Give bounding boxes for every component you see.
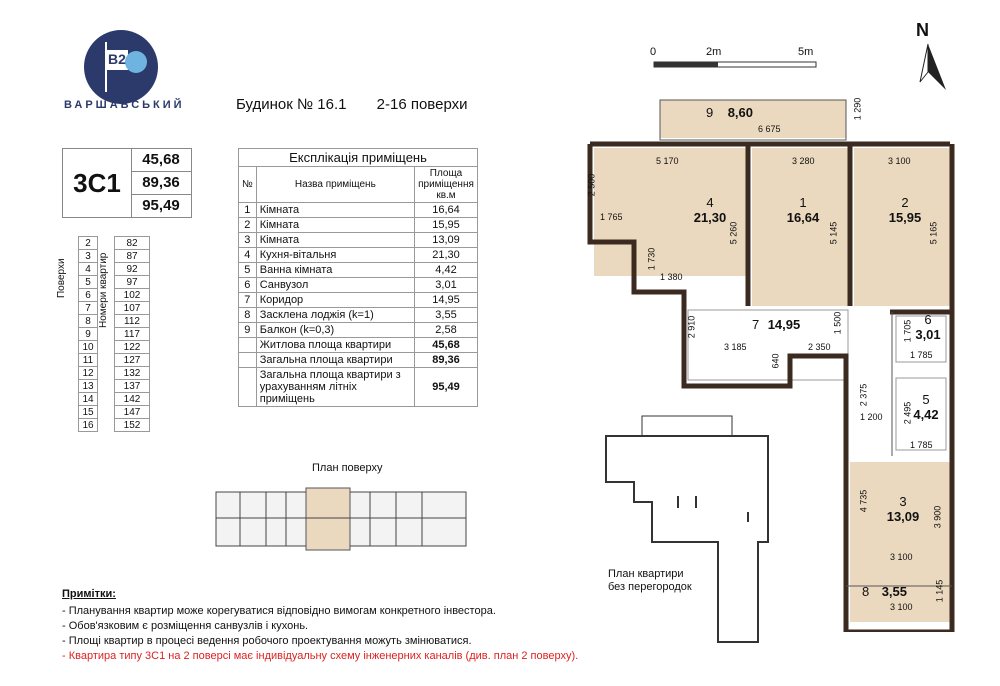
notes-title: Примітки: xyxy=(62,588,116,600)
room-6-label xyxy=(910,312,946,342)
apartment-number: 102 xyxy=(115,289,150,302)
dim-2375: 2 375 xyxy=(858,383,869,407)
dim-1705: 1 705 xyxy=(902,319,913,343)
room-area: 3,55 xyxy=(415,308,478,323)
area-living: 45,68 xyxy=(131,149,191,172)
explication-total-row xyxy=(239,368,478,407)
room-2-area: 15,95 xyxy=(888,210,922,225)
notes-list xyxy=(62,604,578,664)
room-name: Ванна кімната xyxy=(256,263,414,278)
dim-2500: 2 500 xyxy=(586,173,597,197)
room-5-num: 5 xyxy=(922,392,930,407)
apartment-number: 107 xyxy=(115,302,150,315)
explication-row xyxy=(239,278,478,293)
floor-number: 2 xyxy=(79,237,98,250)
room-1-num: 1 xyxy=(799,195,807,210)
explication-title: Експлікація приміщень xyxy=(239,149,478,167)
room-9-label xyxy=(706,104,753,122)
unpartitioned-title-1: План квартири xyxy=(608,568,684,580)
room-2-label xyxy=(885,195,925,225)
floor-number: 8 xyxy=(79,315,98,328)
explication-row xyxy=(239,263,478,278)
total-label: Житлова площа квартири xyxy=(256,338,414,353)
explication-total-row xyxy=(239,338,478,353)
explication-row xyxy=(239,218,478,233)
room-name: Коридор xyxy=(256,293,414,308)
dim-3100-mid: 3 100 xyxy=(890,552,913,562)
floor-number: 15 xyxy=(79,406,98,419)
room-8-num: 8 xyxy=(862,584,870,599)
room-no: 1 xyxy=(239,203,257,218)
apartment-number: 152 xyxy=(115,419,150,432)
room-area: 21,30 xyxy=(415,248,478,263)
room-7-num: 7 xyxy=(752,317,760,332)
total-value: 89,36 xyxy=(415,353,478,368)
page-header xyxy=(236,96,494,113)
room-area: 13,09 xyxy=(415,233,478,248)
north-arrow-icon xyxy=(916,42,956,94)
total-label: Загальна площа квартири з урахуванням літніх приміщень xyxy=(256,368,414,407)
floor-row xyxy=(79,419,150,432)
apartment-number: 142 xyxy=(115,393,150,406)
apartment-number: 122 xyxy=(115,341,150,354)
area-total-summer: 95,49 xyxy=(142,197,180,214)
total-empty xyxy=(239,338,257,353)
col-name: Назва приміщень xyxy=(256,167,414,203)
dim-2350: 2 350 xyxy=(808,342,831,352)
floor-number: 9 xyxy=(79,328,98,341)
room-9-num: 9 xyxy=(706,105,714,120)
room-6-num: 6 xyxy=(924,312,932,327)
floor-number: 13 xyxy=(79,380,98,393)
apartment-number: 127 xyxy=(115,354,150,367)
unpartitioned-title-2: без перегородок xyxy=(608,581,692,593)
apartment-number: 87 xyxy=(115,250,150,263)
dim-640: 640 xyxy=(770,353,781,369)
floor-row xyxy=(79,393,150,406)
room-area: 4,42 xyxy=(415,263,478,278)
dim-3100-top: 3 100 xyxy=(888,156,911,166)
room-area: 2,58 xyxy=(415,323,478,338)
floor-spacer xyxy=(98,380,115,393)
explication-row xyxy=(239,248,478,263)
logo-badge-text: B2 xyxy=(108,51,126,67)
room-4-label xyxy=(690,195,730,225)
room-8-label xyxy=(862,583,907,601)
dim-3900: 3 900 xyxy=(932,505,943,529)
north-label: N xyxy=(916,20,929,40)
floor-number: 11 xyxy=(79,354,98,367)
floor-spacer xyxy=(98,341,115,354)
total-label: Загальна площа квартири xyxy=(256,353,414,368)
room-area: 16,64 xyxy=(415,203,478,218)
dim-1785-b: 1 785 xyxy=(910,440,933,450)
room-area: 14,95 xyxy=(415,293,478,308)
dim-5170: 5 170 xyxy=(656,156,679,166)
floor-number: 12 xyxy=(79,367,98,380)
floor-row xyxy=(79,406,150,419)
room-1-label xyxy=(783,195,823,225)
dim-1200: 1 200 xyxy=(860,412,883,422)
floor-spacer xyxy=(98,328,115,341)
dim-5145: 5 145 xyxy=(828,221,839,245)
floor-number: 6 xyxy=(79,289,98,302)
floor-spacer xyxy=(98,393,115,406)
dim-3280: 3 280 xyxy=(792,156,815,166)
room-9-area: 8,60 xyxy=(727,105,753,120)
room-3-num: 3 xyxy=(899,494,907,509)
room-7-area: 14,95 xyxy=(767,317,801,332)
floors-axis-label: Поверхи xyxy=(56,258,67,298)
note-item: - Площі квартир в процесі ведення робочого проектування можуть змінюватися. xyxy=(62,635,472,647)
room-name: Кімната xyxy=(256,218,414,233)
explication-table xyxy=(238,148,478,407)
dim-5260: 5 260 xyxy=(728,221,739,245)
total-empty xyxy=(239,353,257,368)
area-total: 89,36 xyxy=(131,172,191,195)
floor-row xyxy=(79,354,150,367)
room-name: Кімната xyxy=(256,203,414,218)
floor-row xyxy=(79,380,150,393)
note-item: - Планування квартир може корегуватися відповідно вимогам конкретного інвестора. xyxy=(62,605,496,617)
room-no: 7 xyxy=(239,293,257,308)
dim-1785-a: 1 785 xyxy=(910,350,933,360)
floor-spacer xyxy=(98,367,115,380)
floor-number: 4 xyxy=(79,263,98,276)
scale-0: 0 xyxy=(650,46,657,58)
room-no: 9 xyxy=(239,323,257,338)
room-3-label xyxy=(883,494,923,524)
room-no: 2 xyxy=(239,218,257,233)
apartment-number: 137 xyxy=(115,380,150,393)
dim-1730: 1 730 xyxy=(646,247,657,271)
room-4-area: 21,30 xyxy=(693,210,727,225)
explication-row xyxy=(239,233,478,248)
dim-1765: 1 765 xyxy=(600,212,623,222)
floor-row xyxy=(79,328,150,341)
apt-axis-label: Номери квартир xyxy=(98,252,109,328)
room-area: 15,95 xyxy=(415,218,478,233)
col-area: Площа приміщення кв.м xyxy=(415,167,478,203)
room-no: 6 xyxy=(239,278,257,293)
dim-2495: 2 495 xyxy=(902,401,913,425)
apartment-number: 82 xyxy=(115,237,150,250)
dim-6675: 6 675 xyxy=(758,124,781,134)
floor-number: 14 xyxy=(79,393,98,406)
logo-icon xyxy=(84,30,158,104)
total-value: 45,68 xyxy=(415,338,478,353)
apartment-areas xyxy=(131,149,191,217)
apartment-number: 117 xyxy=(115,328,150,341)
total-value: 95,49 xyxy=(415,368,478,407)
room-6-area: 3,01 xyxy=(915,327,941,342)
scale-5m: 5m xyxy=(798,46,814,58)
room-no: 3 xyxy=(239,233,257,248)
floor-spacer xyxy=(98,419,115,432)
floor-row xyxy=(79,367,150,380)
room-4-num: 4 xyxy=(706,195,714,210)
floor-number: 5 xyxy=(79,276,98,289)
room-no: 5 xyxy=(239,263,257,278)
explication-total-row xyxy=(239,353,478,368)
explication-row xyxy=(239,203,478,218)
explication-row xyxy=(239,323,478,338)
room-8-area: 3,55 xyxy=(881,584,907,599)
dim-4735: 4 735 xyxy=(858,489,869,513)
room-name: Засклена лоджія (k=1) xyxy=(256,308,414,323)
apartment-number: 97 xyxy=(115,276,150,289)
room-name: Балкон (k=0,3) xyxy=(256,323,414,338)
floor-spacer xyxy=(98,406,115,419)
room-name: Санвузол xyxy=(256,278,414,293)
note-item: - Обов'язковим є розміщення санвузлів і кухонь. xyxy=(62,620,309,632)
floor-number: 16 xyxy=(79,419,98,432)
dim-1500: 1 500 xyxy=(832,311,843,335)
dim-3100-bottom: 3 100 xyxy=(890,602,913,612)
explication-row xyxy=(239,293,478,308)
explication-row xyxy=(239,308,478,323)
logo-badge xyxy=(84,30,158,104)
dim-1145: 1 145 xyxy=(934,579,945,603)
room-9-fill xyxy=(660,100,846,138)
apartment-type-box xyxy=(62,148,192,218)
apartment-number: 92 xyxy=(115,263,150,276)
logo-name: ВАРШАВСЬКИЙ xyxy=(64,99,185,111)
dim-1290: 1 290 xyxy=(852,97,863,121)
floors-label: 2-16 поверхи xyxy=(376,96,468,113)
note-item-red: - Квартира типу 3С1 на 2 поверсі має індивідуальну схему інженерних каналів (див. план 2 поверху). xyxy=(62,650,579,662)
room-5-area: 4,42 xyxy=(913,407,939,422)
scale-bar xyxy=(650,60,820,70)
room-7-label xyxy=(752,316,800,334)
floor-number: 3 xyxy=(79,250,98,263)
room-no: 4 xyxy=(239,248,257,263)
floor-overview-plan xyxy=(210,482,472,562)
dim-5165: 5 165 xyxy=(928,221,939,245)
room-1-area: 16,64 xyxy=(786,210,820,225)
floor-row xyxy=(79,341,150,354)
room-name: Кухня-вітальня xyxy=(256,248,414,263)
room-area: 3,01 xyxy=(415,278,478,293)
col-no: № xyxy=(239,167,257,203)
floor-number: 7 xyxy=(79,302,98,315)
apartment-type: 3С1 xyxy=(63,149,132,217)
dim-2910: 2 910 xyxy=(686,315,697,339)
room-name: Кімната xyxy=(256,233,414,248)
apartment-number: 112 xyxy=(115,315,150,328)
floor-plan-title: План поверху xyxy=(312,462,383,474)
dim-1380: 1 380 xyxy=(660,272,683,282)
room-3-area: 13,09 xyxy=(886,509,920,524)
room-2-num: 2 xyxy=(901,195,909,210)
apartment-number: 132 xyxy=(115,367,150,380)
dim-3185: 3 185 xyxy=(724,342,747,352)
room-no: 8 xyxy=(239,308,257,323)
floor-number: 10 xyxy=(79,341,98,354)
total-empty xyxy=(239,368,257,407)
apartment-number: 147 xyxy=(115,406,150,419)
scale-2m: 2m xyxy=(706,46,722,58)
building-label: Будинок № 16.1 xyxy=(236,96,347,113)
floor-spacer xyxy=(98,354,115,367)
